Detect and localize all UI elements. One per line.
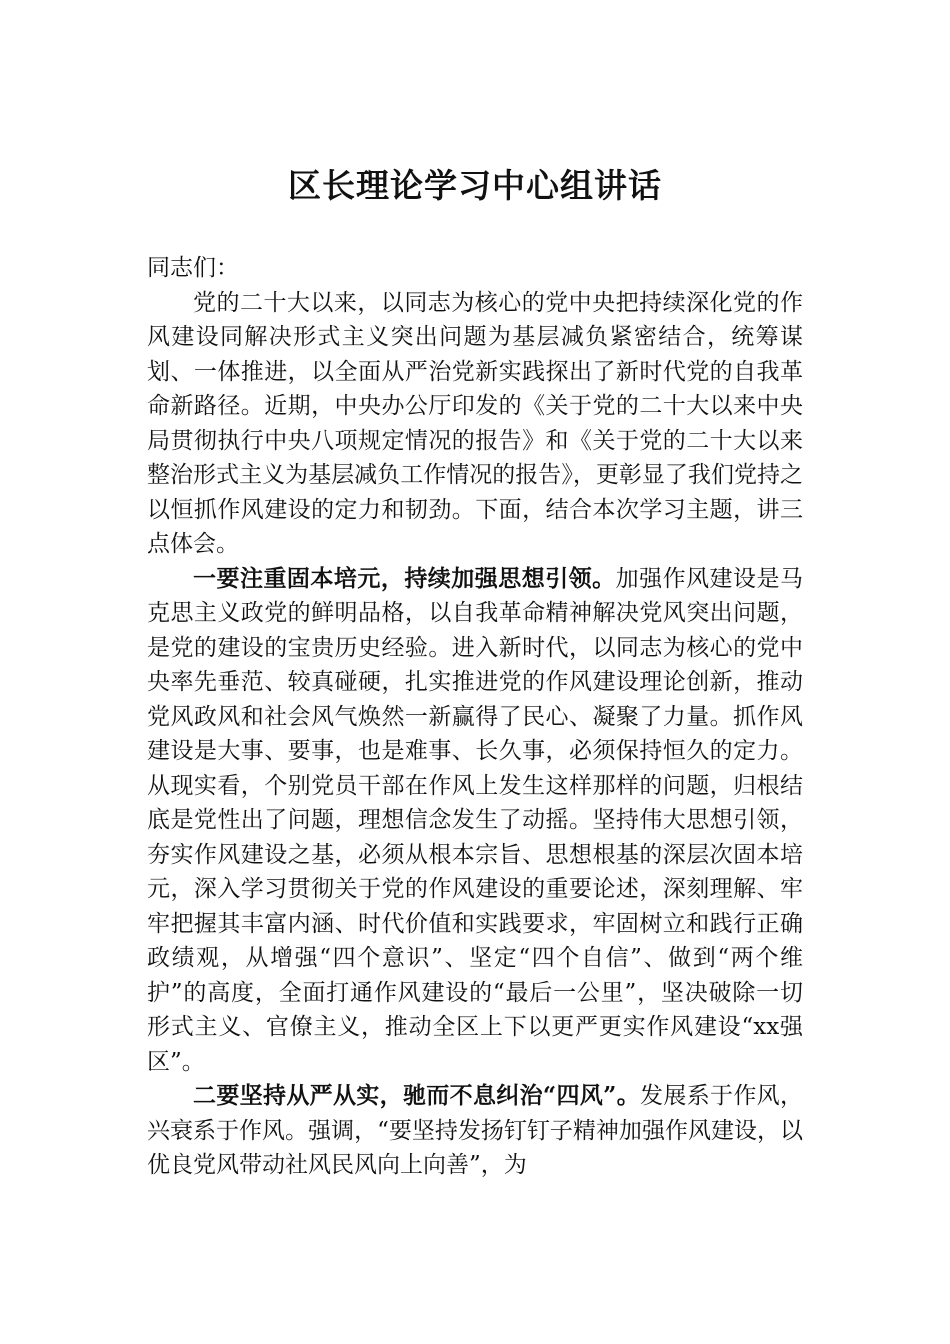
paragraph-point-one bbox=[147, 562, 803, 1080]
paragraph-text: 发展系于作风，兴衰系于作风。强调，“要坚持发扬钉钉子精神加强作风建设，以优良党风带动社风民风向上向善”，为 bbox=[147, 1083, 803, 1178]
paragraph-text: 党的二十大以来，以同志为核心的党中央把持续深化党的作风建设同解决形式主义突出问题为基层减负紧密结合，统筹谋划、一体推进，以全面从严治党新实践探出了新时代党的自我革命新路径。近期，中央办公厅印发的《关于党的二十大以来中央局贯彻执行中央八项规定情况的报告》和《关于党的二十大以来整治形式主义为基层减负工作情况的报告》，更彰显了我们党持之以恒抓作风建设的定力和韧劲。下面，结合本次学习主题，讲三点体会。 bbox=[147, 289, 803, 557]
paragraph-lead: 二要坚持从严从实，驰而不息纠治“四风”。 bbox=[193, 1082, 641, 1109]
document-title: 区长理论学习中心组讲话 bbox=[288, 166, 662, 205]
paragraph-point-two bbox=[147, 1079, 803, 1183]
paragraph-lead: 一要注重固本培元，持续加强思想引领。 bbox=[193, 564, 616, 592]
paragraph-text: 加强作风建设是马克思主义政党的鲜明品格，以自我革命精神解决党风突出问题，是党的建设的宝贵历史经验。进入新时代，以同志为核心的党中央率先垂范、较真碰硬，扎实推进党的作风建设理论创新，推动党风政风和社会风气焕然一新赢得了民心、凝聚了力量。抓作风建设是大事、要事，也是难事、长久事，必须保持恒久的定力。从现实看，个别党员干部在作风上发生这样那样的问题，归根结底是党性出了问题，理想信念发生了动摇。坚持伟大思想引领，夯实作风建设之基，必须从根本宗旨、思想根基的深层次固本培元，深入学习贯彻关于党的作风建设的重要论述，深刻理解、牢牢把握其丰富内涵、时代价值和实践要求，牢固树立和践行正确政绩观，从增强“四个意识”、坚定“四个自信”、做到“两个维护”的高度，全面打通作风建设的“最后一公里”，坚决破除一切形式主义、官僚主义，推动全区上下以更严更实作风建设“xx强区”。 bbox=[147, 565, 804, 1075]
document-body bbox=[147, 251, 803, 1183]
salutation: 同志们： bbox=[147, 255, 239, 281]
paragraph-intro bbox=[147, 286, 803, 562]
